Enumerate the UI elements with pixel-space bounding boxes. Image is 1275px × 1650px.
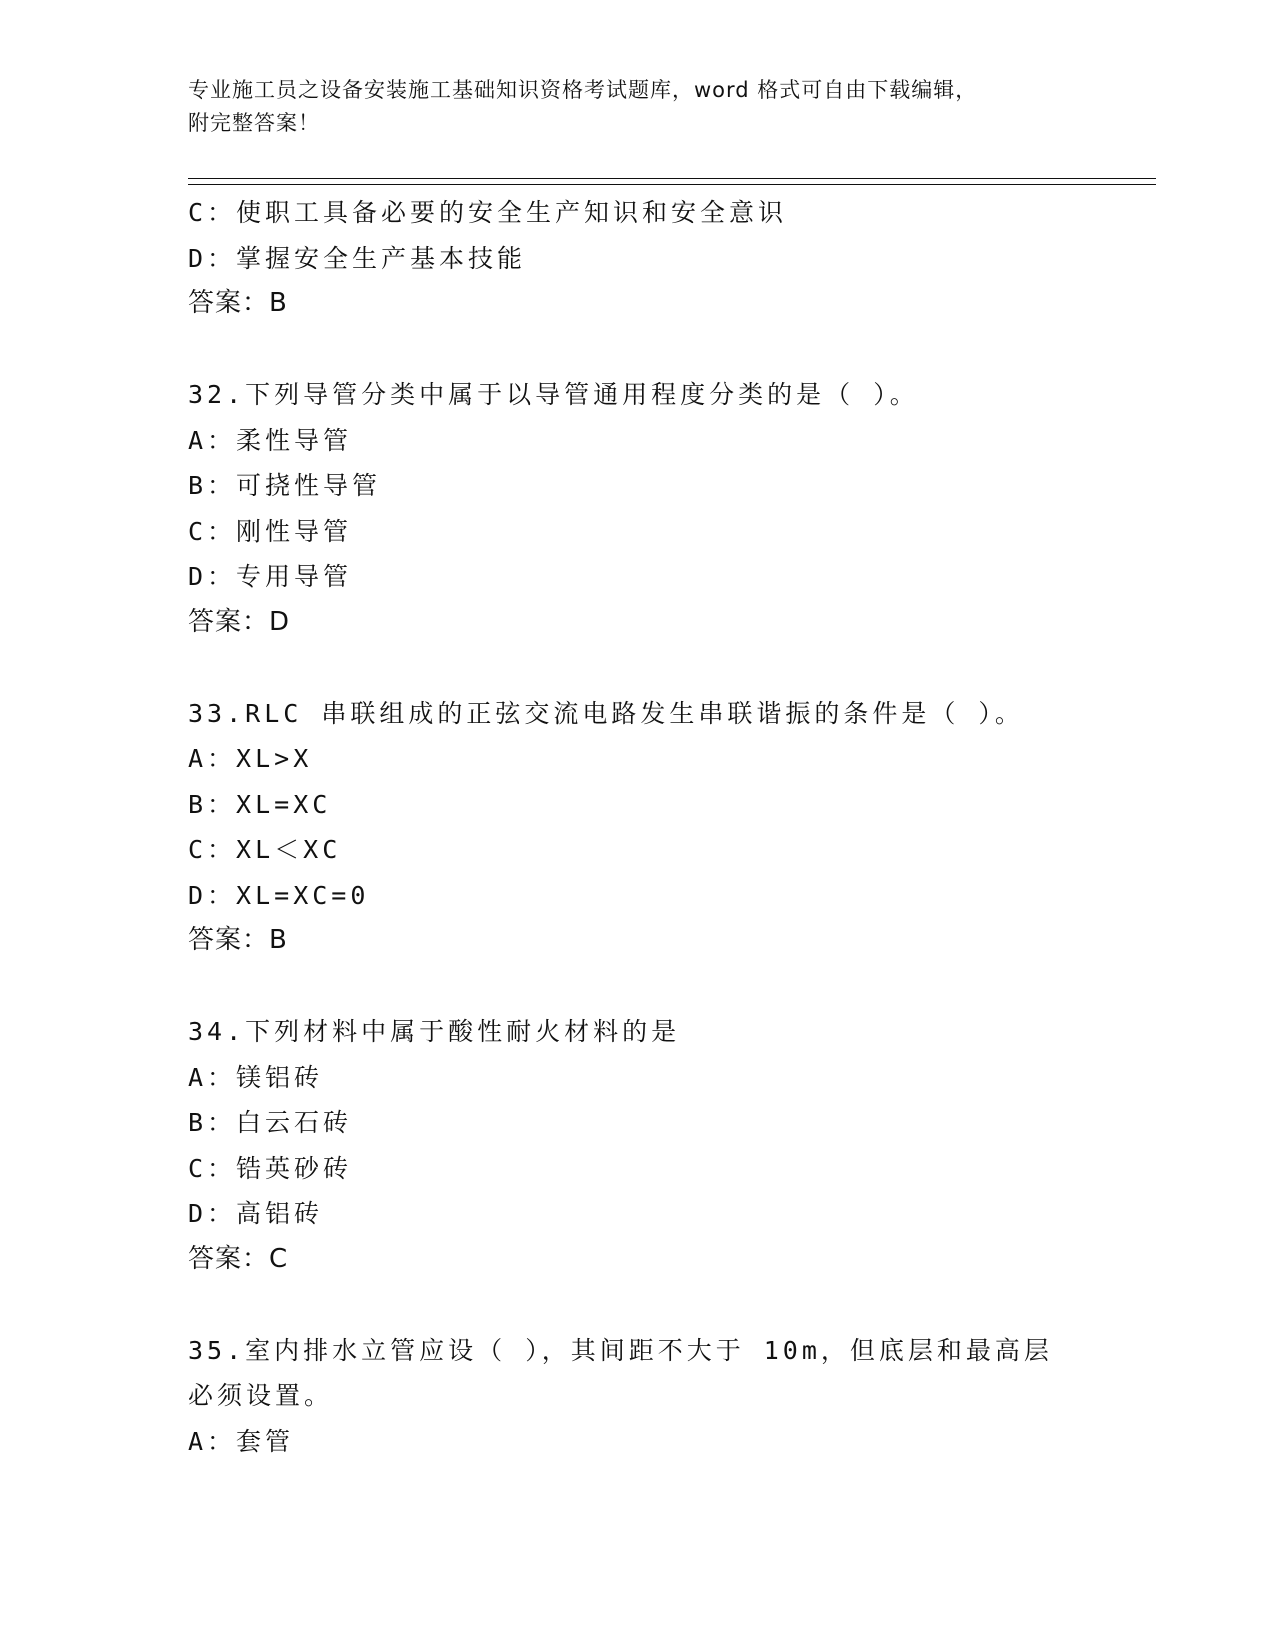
header-line-1: 专业施工员之设备安装施工基础知识资格考试题库，word 格式可自由下载编辑，	[188, 78, 978, 102]
question-text: 34.下列材料中属于酸性耐火材料的是	[188, 1017, 681, 1046]
option-c: C：使职工具备必要的安全生产知识和安全意识	[188, 198, 788, 227]
header-divider-bottom	[188, 184, 1156, 185]
spacer	[188, 964, 1128, 1010]
question-list	[188, 190, 1128, 1464]
question-32	[188, 372, 1128, 645]
header-divider-top	[188, 178, 1156, 179]
spacer	[188, 1282, 1128, 1328]
option-b: B：XL=XC	[188, 789, 332, 819]
spacer	[188, 327, 1128, 373]
question-text: 33.RLC 串联组成的正弦交流电路发生串联谐振的条件是（ ）。	[188, 698, 1024, 728]
option-c: C：刚性导管	[188, 516, 353, 546]
option-b: B：白云石砖	[188, 1108, 353, 1137]
option-d: D：高铝砖	[188, 1199, 324, 1228]
answer-line: 答案：B	[188, 925, 288, 955]
answer-line: 答案：D	[188, 606, 291, 637]
answer-line: 答案：B	[188, 288, 288, 318]
option-a: A：柔性导管	[188, 425, 353, 455]
question-text: 35.室内排水立管应设（ ），其间距不大于 10m，但底层和最高层必须设置。	[188, 1335, 1053, 1410]
question-35	[188, 1328, 1128, 1465]
question-31-continued	[188, 190, 1128, 327]
option-a: A：镁铝砖	[188, 1062, 324, 1092]
option-b: B：可挠性导管	[188, 471, 382, 500]
option-d: D：XL=XC=0	[188, 880, 370, 910]
question-text: 32.下列导管分类中属于以导管通用程度分类的是（ ）。	[188, 380, 919, 409]
question-34	[188, 1009, 1128, 1282]
option-a: A：XL>X	[188, 744, 313, 773]
option-d: D：掌握安全生产基本技能	[188, 243, 527, 273]
option-d: D：专用导管	[188, 562, 353, 591]
option-c: C：XL＜XC	[188, 835, 342, 864]
option-a: A：套管	[188, 1426, 295, 1456]
answer-line: 答案：C	[188, 1243, 289, 1274]
spacer	[188, 645, 1128, 691]
option-c: C：锆英砂砖	[188, 1153, 353, 1183]
document-header	[188, 74, 1088, 140]
question-33	[188, 691, 1128, 964]
header-line-2: 附完整答案！	[188, 111, 320, 135]
